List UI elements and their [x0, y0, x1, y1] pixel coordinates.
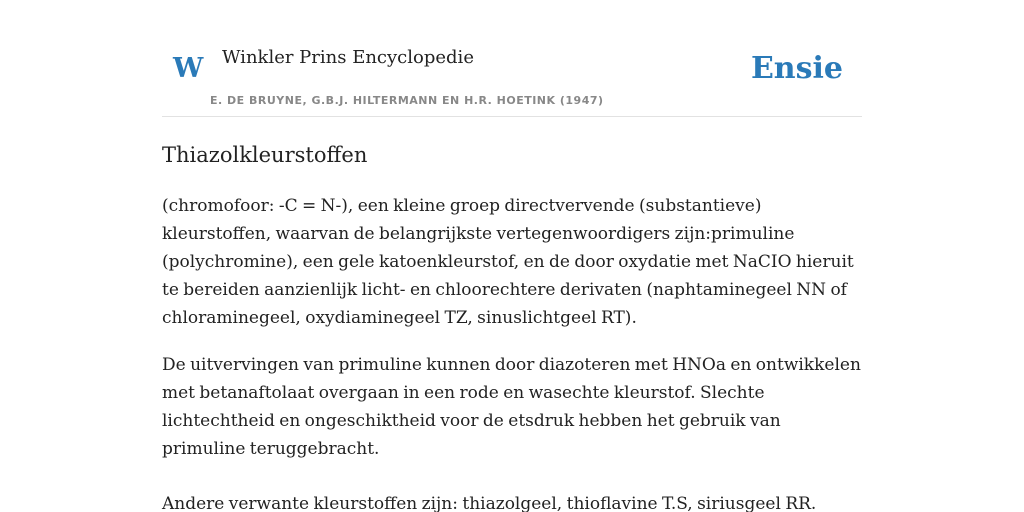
- article-title: Thiazolkleurstoffen: [162, 143, 368, 167]
- article-paragraph-1: (chromofoor: -C = N-), een kleine groep directvervende (substantieve) kleurstoffen, waarvan de belangrijkste vertegenwoordigers zijn:primuline (polychromine), een gele katoenkleurstof, en de door oxydatie met NaCIO hieruit te bereiden aanzienlijk licht- en chloorechtere derivaten (naphtaminegeel NN of chloraminegeel, oxydiaminegeel TZ, sinuslichtgeel RT).: [162, 196, 854, 328]
- winkler-prins-logo[interactable]: W: [173, 53, 204, 84]
- page-container: [162, 0, 862, 512]
- article-paragraph-3: Andere verwante kleurstoffen zijn: thiazolgeel, thioflavine T.S, siriusgeel RR.: [162, 494, 817, 512]
- source-header: [162, 0, 862, 117]
- ensie-logo[interactable]: Ensie: [750, 51, 843, 86]
- article-body: [162, 192, 862, 512]
- source-authors: E. DE BRUYNE, G.B.J. HILTERMANN EN H.R. HOETINK (1947): [210, 94, 604, 107]
- source-title[interactable]: Winkler Prins Encyclopedie: [222, 47, 474, 68]
- article-paragraph-2: De uitvervingen van primuline kunnen door diazoteren met HNOa en ontwikkelen met betanaftolaat overgaan in een rode en wasechte kleurstof. Slechte lichtechtheid en ongeschiktheid voor de etsdruk hebben het gebruik van primuline teruggebracht.: [162, 355, 861, 459]
